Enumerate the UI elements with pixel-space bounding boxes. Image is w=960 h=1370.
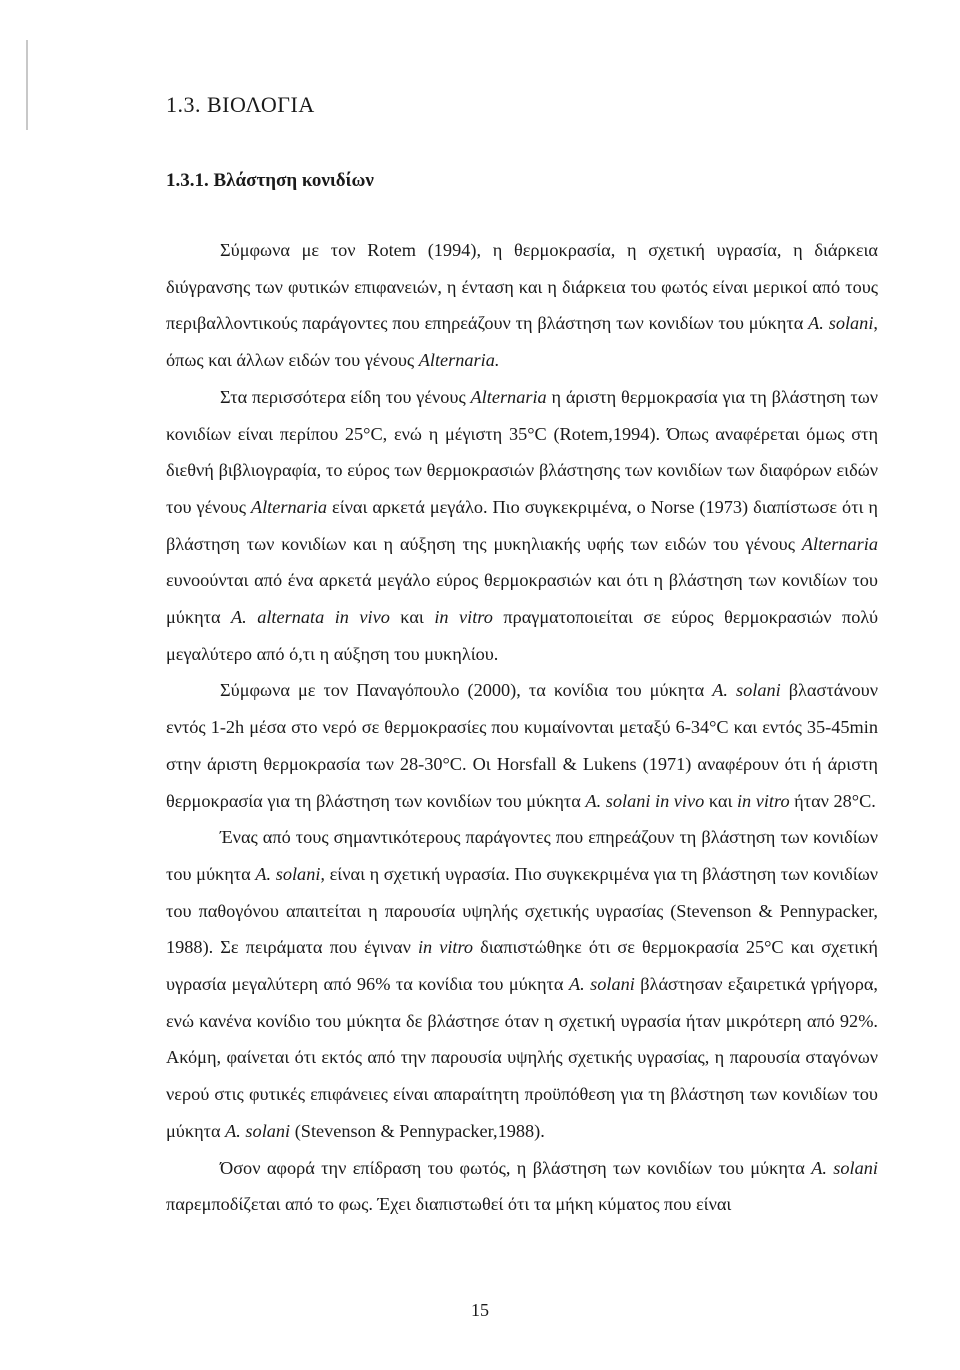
text-run: ήταν 28°C. bbox=[789, 790, 876, 811]
section-heading: 1.3. ΒΙΟΛΟΓΙΑ bbox=[166, 92, 315, 117]
italic-run: Alternaria. bbox=[418, 350, 500, 371]
italic-run: A. solani bbox=[712, 680, 781, 701]
italic-run: Alternaria bbox=[250, 496, 328, 517]
text-run: και bbox=[389, 607, 435, 628]
italic-run: A. solani, bbox=[255, 863, 325, 884]
italic-run: Alternaria bbox=[470, 386, 547, 407]
text-run: Σύμφωνα με τον Παναγόπουλο (2000), τα κονίδια του μύκητα bbox=[220, 680, 713, 701]
paragraph-1 bbox=[166, 232, 878, 379]
text-run: βλάστησαν εξαιρετικά γρήγορα, ενώ κανένα κονίδιο του μύκητα δε βλάστησε όταν η σχετική υγρασία ήταν μικρότερη από 92%. Ακόμη, φαίνεται ότι εκτός από την παρουσία υψηλής σχετικής υγρασίας, η παρουσία σταγόνων νερού στις φυτικές επιφάνειες είναι απαραίτητη προϋπόθεση για τη βλάστηση των κονιδίων του μύκητα bbox=[166, 974, 878, 1141]
paragraph-5 bbox=[166, 1150, 878, 1223]
italic-run: Alternaria bbox=[801, 533, 878, 554]
italic-run: A. solani bbox=[811, 1157, 878, 1178]
text-run: Ένας από τους σημαντικότερους παράγοντες που επηρεάζουν τη βλάστηση των κονιδίων του μύκητα bbox=[166, 827, 878, 884]
text-run: είναι η σχετική υγρασία. Πιο συγκεκριμένα για τη βλάστηση των κονιδίων του παθογόνου απαιτείται η παρουσία υψηλής σχετικής υγρασίας (Stevenson & Pennypacker, 1988). Σε πειράματα που έγιναν bbox=[166, 863, 878, 958]
text-run: Σύμφωνα με τον Rotem (1994), η θερμοκρασία, η σχετική υγρασία, η διάρκεια διύγρανσης των φυτικών επιφανειών, η ένταση και η διάρκεια του φωτός είναι μερικοί από τους περιβαλλοντικούς παράγοντες που επηρεάζουν τη βλάστηση των κονιδίων του μύκητα bbox=[166, 240, 878, 334]
text-run: ευνοούνται από ένα αρκετά μεγάλο εύρος θερμοκρασιών και ότι η βλάστηση των κονιδίων του μύκητα bbox=[166, 570, 878, 628]
italic-run: in vitro bbox=[736, 790, 790, 811]
paragraph-3 bbox=[166, 672, 878, 819]
subsection-heading: 1.3.1. Βλάστηση κονιδίων bbox=[166, 170, 374, 191]
text-run: και bbox=[704, 790, 737, 811]
italic-run: A. solani bbox=[808, 313, 874, 334]
paragraph-4 bbox=[166, 819, 878, 1149]
text-run: παρεμποδίζεται από το φως. Έχει διαπιστωθεί ότι τα μήκη κύματος που είναι bbox=[166, 1194, 732, 1215]
text-run: Στα περισσότερα είδη του γένους bbox=[220, 386, 471, 407]
italic-run: A. solani in vivo bbox=[585, 790, 705, 811]
italic-run: in vitro bbox=[417, 937, 474, 958]
text-run: πραγματοποιείται σε εύρος θερμοκρασιών πολύ μεγαλύτερο από ό,τι η αύξηση του μυκηλίου. bbox=[166, 607, 878, 664]
text-run: (Stevenson & Pennypacker,1988). bbox=[290, 1120, 545, 1141]
italic-run: A. solani bbox=[568, 974, 635, 995]
text-run: Όσον αφορά την επίδραση του φωτός, η βλάστηση των κονιδίων του μύκητα bbox=[220, 1157, 812, 1178]
body-text bbox=[166, 232, 878, 1223]
italic-run: A. solani bbox=[225, 1120, 291, 1141]
text-run: διαπιστώθηκε ότι σε θερμοκρασία 25°C και σχετική υγρασία μεγαλύτερη από 96% τα κονίδια του μύκητα bbox=[166, 937, 878, 995]
text-run: είναι αρκετά μεγάλο. Πιο συγκεκριμένα, ο Norse (1973) διαπίστωσε ότι η βλάστηση των κονιδίων και η αύξηση της μυκηλιακής υφής των ειδών του γένους bbox=[166, 496, 878, 554]
italic-run: in vitro bbox=[434, 607, 493, 628]
text-run: , όπως και άλλων ειδών του γένους bbox=[166, 313, 878, 371]
scan-margin-line bbox=[26, 40, 28, 130]
paragraph-2 bbox=[166, 379, 878, 673]
text-run: βλαστάνουν εντός 1-2h μέσα στο νερό σε θερμοκρασίες που κυμαίνονται μεταξύ 6-34°C και εντός 35-45min στην άριστη θερμοκρασία των 28-30°C. Οι Horsfall & Lukens (1971) αναφέρουν ότι ή άριστη θερμοκρασία για τη βλάστηση των κονιδίων του μύκητα bbox=[166, 680, 878, 811]
page-number: 15 bbox=[471, 1300, 489, 1320]
text-run: η άριστη θερμοκρασία για τη βλάστηση των κονιδίων είναι περίπου 25°C, ενώ η μέγιστη 35°C (Rotem,1994). Όπως αναφέρεται όμως στη διεθνή βιβλιογραφία, το εύρος των θερμοκρασιών βλάστησης των κονιδίων των διαφόρων ειδών του γένους bbox=[166, 386, 878, 517]
italic-run: A. alternata in vivo bbox=[231, 607, 390, 628]
